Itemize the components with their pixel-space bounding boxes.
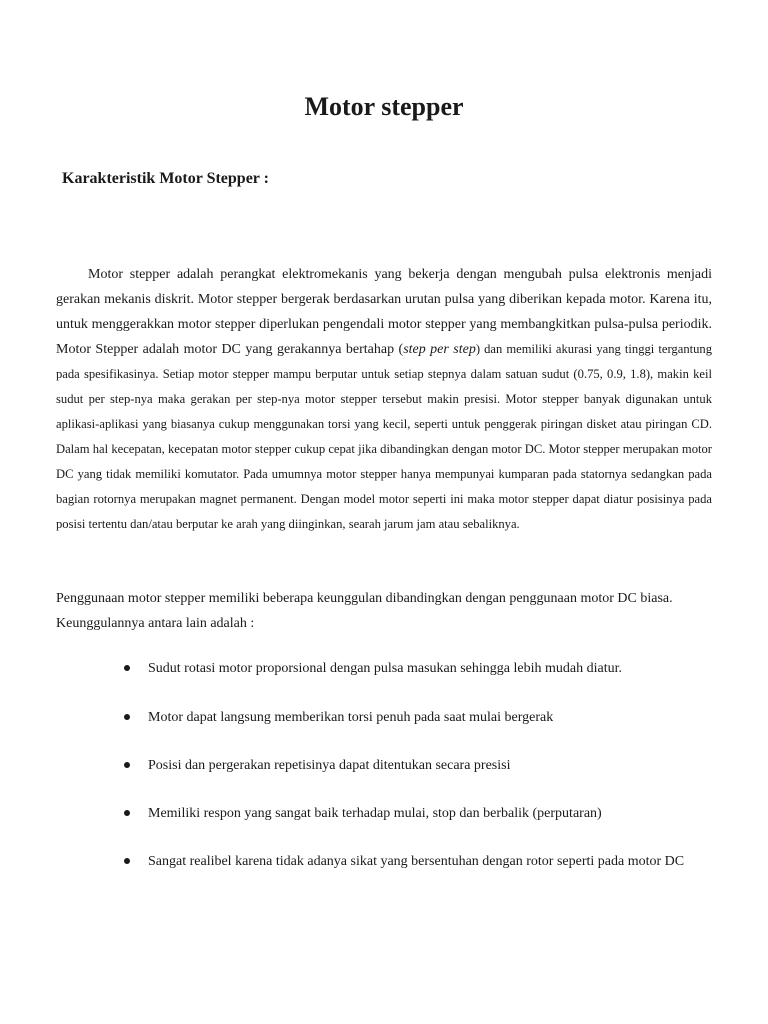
intro-paragraph-italic: step per step: [403, 342, 476, 357]
bullet-icon: [124, 665, 130, 671]
bullet-icon: [124, 714, 130, 720]
bullet-icon: [124, 858, 130, 864]
list-item-text: Motor dapat langsung memberikan torsi penuh pada saat mulai bergerak: [148, 710, 554, 725]
advantages-intro-paragraph: Penggunaan motor stepper memiliki beberapa keunggulan dibandingkan dengan penggunaan motor DC biasa. Keunggulannya antara lain adalah :: [56, 591, 673, 631]
list-item: [124, 656, 714, 681]
list-item: [124, 801, 714, 826]
list-item-text: Sudut rotasi motor proporsional dengan pulsa masukan sehingga lebih mudah diatur.: [148, 661, 622, 676]
bullet-icon: [124, 762, 130, 768]
list-item-text: Memiliki respon yang sangat baik terhadap mulai, stop dan berbalik (perputaran): [148, 806, 602, 821]
section-heading: Karakteristik Motor Stepper :: [62, 170, 269, 187]
list-item: [124, 753, 714, 778]
list-item-text: Sangat realibel karena tidak adanya sikat yang bersentuhan dengan rotor seperti pada motor DC: [148, 854, 685, 869]
intro-paragraph: [56, 262, 712, 537]
intro-paragraph-part2: ) dan memiliki akurasi yang tinggi tergantung pada spesifikasinya. Setiap motor stepper mampu berputar untuk setiap stepnya dalam satuan sudut (0.75, 0.9, 1.8), makin keil sudut per step-nya maka gerakan per step-nya motor stepper tersebut makin presisi. Motor stepper banyak digunakan untuk aplikasi-aplikasi yang biasanya cukup menggunakan torsi yang kecil, seperti untuk penggerak piringan disket atau piringan CD. Dalam hal kecepatan, kecepatan motor stepper cukup cepat jika dibandingkan dengan motor DC. Motor stepper merupakan motor DC yang tidak memiliki komutator. Pada umumnya motor stepper hanya mempunyai kumparan pada statornya sedangkan pada bagian rotornya merupakan magnet permanent. Dengan model motor seperti ini maka motor stepper dapat diatur posisinya pada posisi tertentu dan/atau berputar ke arah yang diinginkan, searah jarum jam atau sebaliknya.: [56, 342, 712, 531]
intro-paragraph-part1: Motor stepper adalah perangkat elektromekanis yang bekerja dengan mengubah pulsa elektronis menjadi gerakan mekanis diskrit. Motor stepper bergerak berdasarkan urutan pulsa yang diberikan kepada motor. Karena itu, untuk menggerakkan motor stepper diperlukan pengendali motor stepper yang membangkitkan pulsa-pulsa periodik. Motor Stepper adalah motor DC yang gerakannya bertahap (: [56, 267, 712, 357]
list-item-text: Posisi dan pergerakan repetisinya dapat ditentukan secara presisi: [148, 758, 511, 773]
page-title: Motor stepper: [304, 92, 464, 121]
list-item: [124, 705, 714, 730]
bullet-icon: [124, 810, 130, 816]
list-item: [124, 849, 714, 874]
